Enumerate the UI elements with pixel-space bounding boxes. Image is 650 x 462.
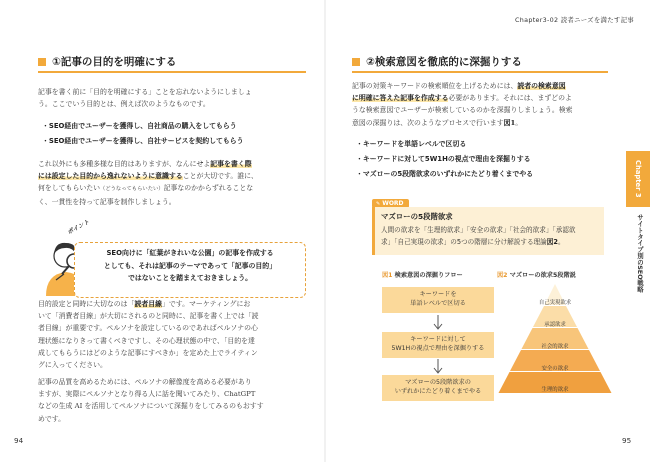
left-bullet-item: ・SEO経由でユーザーを獲得し、自社サービスを契約してもらう [42,137,244,145]
heading-square-icon [38,58,46,66]
left-paragraph-2: これ以外にも多種多様な目的はありますが、なんにせよ記事を書く際 には設定した目的から逸れないように意識することが大切です。誰に、 何をしてもらいたい（どうなってもらいたい）記事なのかからずれることな く、一貫性を持って記事を制作しましょう。 [38,160,258,206]
flow-step-3: マズローの5段階欲求の いずれかにたどり着くまでやる [382,375,494,401]
point-text: SEO向けに「紅葉がきれいな公園」の記事を作成する としても、それは記事のテーマであって「記事の目的」 ではないことを踏まえておきましょう。 [103,249,277,283]
pyramid-label: 承認欲求 [544,322,566,328]
right-heading-underline [352,71,608,73]
chapter-side-title: サイトタイプ別のSEO戦略 [636,214,644,293]
flow-arrow-down-icon [432,359,444,375]
fig1-title: 図1 検索意図の深掘りフロー [382,272,463,279]
fig2-title: 図2 マズローの欲求5段階説 [497,272,576,279]
right-section-heading [352,54,522,69]
left-intro-line: う。ここでいう目的とは、例えば次のようなものです。 [38,100,210,109]
highlight-text: 読者の検索意図 [517,82,566,90]
highlight-text: 読者目線 [134,300,163,308]
pyramid-label: 社会的欲求 [541,344,569,350]
page-number-left: 94 [14,436,24,445]
word-badge: ✎ WORD [372,199,409,208]
left-paragraph-4: 記事の品質を高めるためには、ペルソナの解像度を高める必要があり ますが、実際にペルソナとなり得る人に話を聞いてみたり、ChatGPT などの生成 AI を活用してペルソナについて深掘りをしてみるのもおすす めです。 [38,378,264,423]
flow-step-1: キーワードを 単語レベルで区切る [382,287,494,313]
right-bullet-item: ・キーワードに対して5W1Hの視点で理由を深掘りする [356,155,531,163]
word-body: 人間の欲求を「生理的欲求」「安全の欲求」「社会的欲求」「承認欲 求」「自己実現の欲求」の5つの階層に分け解説する理論図2。 [381,226,576,246]
left-bullet-item: ・SEO経由でユーザーを獲得し、自社商品の購入をしてもらう [42,122,237,130]
left-intro-line: 記事を書く前に「目的を明確にする」ことを忘れないようにしましょ [38,88,252,96]
lightbulb-icon: ✎ [376,200,381,207]
page-gutter [324,0,326,462]
left-heading-text: ①記事の目的を明確にする [52,56,177,68]
left-intro [38,86,252,110]
figure-ref: 図2 [546,238,558,246]
pyramid-label: 安全の欲求 [541,366,569,372]
chapter-side-tab: Chapter 3 [626,151,650,207]
left-section-heading [38,54,176,69]
left-bullet-list [42,119,244,149]
left-paragraph-3: 目的設定と同時に大切なのは「読者目線」です。マーケティングにお いて「消費者目線」が大切にされるのと同時に、記事を書く上では「読 者目線」が重要です。ペルソナを設定しているのであればペルソナの心 理状態になりきって書くべきですし、その心理状態の中で、「目的を達 成してもらうにはどのような記事にすべきか」を定めた上でライティン グに入ってください。 [38,300,259,370]
right-bullet-list [356,137,533,182]
right-paragraph-1: 記事の対策キーワードの検索順位を上げるためには、読者の検索意図 に明確に答えた記事を作成する必要があります。それには、まずどのよ うな検索意図でユーザーが検索しているのかを深掘りしましょう。検索 意図の深掘りは、次のようなプロセスで行います図1。 [352,82,573,127]
highlight-text: 記事を書く際 [210,160,252,168]
figure-ref: 図1 [503,118,516,127]
running-head: Chapter3-02 読者ニーズを満たす記事 [515,16,634,24]
point-label: ポイント [66,218,91,237]
pyramid-label: 自己実現欲求 [538,300,572,306]
page-number-right: 95 [622,436,632,445]
right-bullet-item: ・キーワードを単語レベルで区切る [356,140,467,148]
point-box [74,242,306,298]
highlight-text: には設定した目的から逸れないように意識する [38,172,183,181]
word-title: マズローの5段階欲求 [381,212,453,221]
word-box [372,207,604,255]
heading-square-icon [352,58,360,66]
left-heading-underline [38,71,306,73]
right-bullet-item: ・マズローの5段階欲求のいずれかにたどり着くまでやる [356,170,534,178]
right-heading-text: ②検索意図を徹底的に深掘りする [366,56,522,68]
pyramid-label: 生理的欲求 [541,387,569,393]
flow-step-2: キーワードに対して 5W1Hの視点で理由を深掘りする [382,332,494,358]
highlight-text: に明確に答えた記事を作成する [352,94,449,103]
flow-arrow-down-icon [432,315,444,331]
